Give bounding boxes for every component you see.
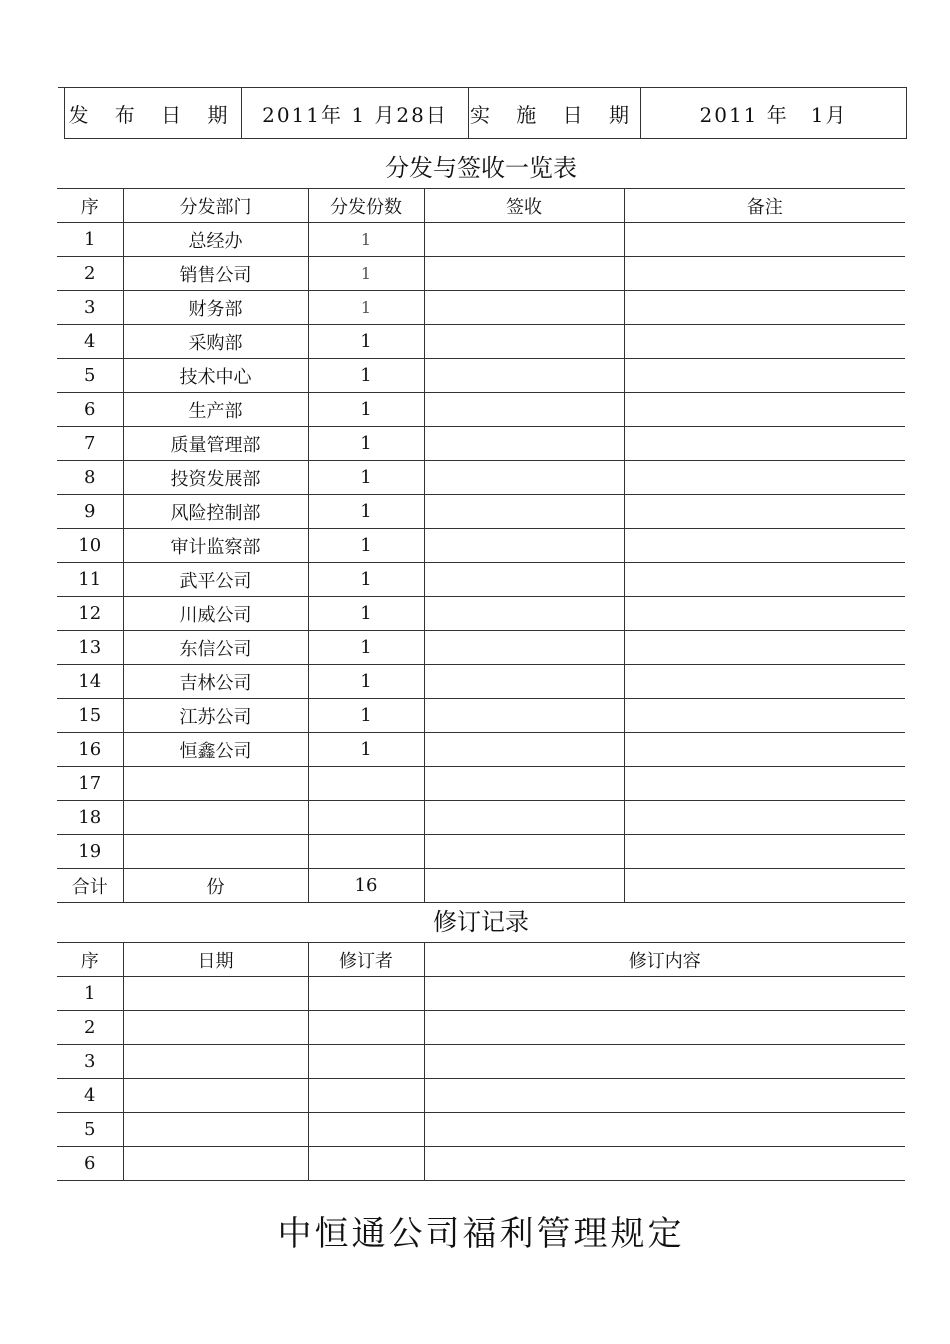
table-row — [57, 1147, 905, 1181]
row-copies: 1 — [308, 495, 424, 529]
row-date — [123, 1045, 308, 1079]
row-reviser — [308, 1011, 424, 1045]
row-signature — [424, 767, 624, 801]
row-content — [424, 1147, 905, 1181]
table-row — [57, 325, 905, 359]
column-header-dept: 分发部门 — [123, 189, 308, 223]
row-content — [424, 1113, 905, 1147]
row-number: 7 — [57, 427, 123, 461]
row-remarks — [624, 223, 905, 257]
row-date — [123, 1113, 308, 1147]
row-copies: 1 — [308, 631, 424, 665]
distribution-title: 分发与签收一览表 — [385, 154, 577, 182]
row-copies: 1 — [308, 325, 424, 359]
table-row — [57, 699, 905, 733]
row-department: 生产部 — [123, 393, 308, 427]
table-row — [57, 733, 905, 767]
row-department: 财务部 — [123, 291, 308, 325]
table-row — [57, 257, 905, 291]
row-department — [123, 801, 308, 835]
row-copies: 1 — [308, 699, 424, 733]
column-header-copies: 分发份数 — [308, 189, 424, 223]
row-copies: 1 — [308, 461, 424, 495]
table-row — [57, 291, 905, 325]
row-number: 1 — [57, 977, 123, 1011]
row-remarks — [624, 733, 905, 767]
table-row — [57, 495, 905, 529]
row-content — [424, 1011, 905, 1045]
row-remarks — [624, 393, 905, 427]
row-number: 2 — [57, 257, 123, 291]
table-row — [57, 223, 905, 257]
row-copies: 1 — [308, 257, 424, 291]
row-number: 5 — [57, 359, 123, 393]
row-remarks — [624, 427, 905, 461]
column-header-content: 修订内容 — [424, 943, 905, 977]
row-department: 投资发展部 — [123, 461, 308, 495]
table-row — [57, 427, 905, 461]
table-row — [57, 529, 905, 563]
row-remarks — [624, 597, 905, 631]
row-number: 18 — [57, 801, 123, 835]
column-header-no: 序 — [57, 189, 123, 223]
row-department: 川威公司 — [123, 597, 308, 631]
publish-date-value: 2011年 1 月28日 — [242, 88, 469, 139]
total-value: 16 — [308, 869, 424, 903]
total-remarks-cell — [624, 869, 905, 903]
row-department: 技术中心 — [123, 359, 308, 393]
table-row — [57, 359, 905, 393]
table-row — [57, 767, 905, 801]
distribution-header-row — [57, 189, 905, 223]
row-signature — [424, 223, 624, 257]
row-department: 采购部 — [123, 325, 308, 359]
row-copies: 1 — [308, 291, 424, 325]
row-department: 江苏公司 — [123, 699, 308, 733]
row-remarks — [624, 631, 905, 665]
row-department — [123, 767, 308, 801]
revision-title: 修订记录 — [433, 908, 529, 936]
row-copies — [308, 835, 424, 869]
row-number: 17 — [57, 767, 123, 801]
row-number: 3 — [57, 1045, 123, 1079]
total-signature-cell — [424, 869, 624, 903]
row-number: 15 — [57, 699, 123, 733]
row-signature — [424, 631, 624, 665]
row-signature — [424, 359, 624, 393]
row-remarks — [624, 495, 905, 529]
table-row — [57, 1011, 905, 1045]
row-signature — [424, 563, 624, 597]
row-number: 11 — [57, 563, 123, 597]
revision-table — [57, 942, 905, 1181]
row-department: 东信公司 — [123, 631, 308, 665]
row-copies: 1 — [308, 529, 424, 563]
row-signature — [424, 529, 624, 563]
row-copies: 1 — [308, 223, 424, 257]
document-title: 中恒通公司福利管理规定 — [277, 1214, 685, 1254]
row-number: 12 — [57, 597, 123, 631]
row-department: 总经办 — [123, 223, 308, 257]
row-copies: 1 — [308, 597, 424, 631]
row-reviser — [308, 1113, 424, 1147]
row-signature — [424, 393, 624, 427]
column-header-date: 日期 — [123, 943, 308, 977]
table-row — [57, 801, 905, 835]
row-remarks — [624, 835, 905, 869]
table-row — [57, 563, 905, 597]
row-signature — [424, 291, 624, 325]
row-remarks — [624, 665, 905, 699]
row-copies — [308, 767, 424, 801]
row-number: 9 — [57, 495, 123, 529]
row-copies: 1 — [308, 665, 424, 699]
row-remarks — [624, 529, 905, 563]
row-number: 14 — [57, 665, 123, 699]
row-remarks — [624, 563, 905, 597]
row-number: 6 — [57, 1147, 123, 1181]
row-copies: 1 — [308, 359, 424, 393]
row-copies: 1 — [308, 733, 424, 767]
row-department — [123, 835, 308, 869]
row-date — [123, 1147, 308, 1181]
row-number: 2 — [57, 1011, 123, 1045]
effective-date-label: 实 施 日 期 — [469, 88, 641, 139]
total-row — [57, 869, 905, 903]
row-number: 1 — [57, 223, 123, 257]
row-remarks — [624, 801, 905, 835]
row-content — [424, 977, 905, 1011]
row-department: 风险控制部 — [123, 495, 308, 529]
row-remarks — [624, 699, 905, 733]
row-remarks — [624, 359, 905, 393]
row-signature — [424, 835, 624, 869]
table-row — [57, 1079, 905, 1113]
column-header-reviser: 修订者 — [308, 943, 424, 977]
row-signature — [424, 495, 624, 529]
row-signature — [424, 733, 624, 767]
table-row — [57, 977, 905, 1011]
row-number: 16 — [57, 733, 123, 767]
row-department: 销售公司 — [123, 257, 308, 291]
row-department: 审计监察部 — [123, 529, 308, 563]
table-row — [57, 1045, 905, 1079]
column-header-remarks: 备注 — [624, 189, 905, 223]
row-number: 5 — [57, 1113, 123, 1147]
revision-header-row — [57, 943, 905, 977]
table-row — [57, 461, 905, 495]
row-number: 8 — [57, 461, 123, 495]
row-remarks — [624, 325, 905, 359]
row-signature — [424, 257, 624, 291]
total-unit: 份 — [123, 869, 308, 903]
row-number: 13 — [57, 631, 123, 665]
row-date — [123, 1011, 308, 1045]
row-number: 4 — [57, 325, 123, 359]
row-copies: 1 — [308, 427, 424, 461]
table-row — [57, 393, 905, 427]
row-number: 6 — [57, 393, 123, 427]
row-signature — [424, 427, 624, 461]
row-department: 恒鑫公司 — [123, 733, 308, 767]
row-content — [424, 1079, 905, 1113]
row-reviser — [308, 1045, 424, 1079]
publish-date-label: 发 布 日 期 — [65, 88, 242, 139]
table-row — [57, 1113, 905, 1147]
row-signature — [424, 325, 624, 359]
row-reviser — [308, 1079, 424, 1113]
row-number: 3 — [57, 291, 123, 325]
row-signature — [424, 597, 624, 631]
row-date — [123, 1079, 308, 1113]
row-number: 19 — [57, 835, 123, 869]
column-header-no: 序 — [57, 943, 123, 977]
table-row — [57, 597, 905, 631]
distribution-table — [57, 188, 905, 903]
row-number: 10 — [57, 529, 123, 563]
date-header-table — [64, 87, 907, 139]
row-copies: 1 — [308, 563, 424, 597]
row-copies: 1 — [308, 393, 424, 427]
row-department: 吉林公司 — [123, 665, 308, 699]
row-department: 武平公司 — [123, 563, 308, 597]
row-reviser — [308, 1147, 424, 1181]
row-reviser — [308, 977, 424, 1011]
effective-date-value: 2011 年 1月 — [641, 88, 907, 139]
row-remarks — [624, 291, 905, 325]
row-date — [123, 977, 308, 1011]
row-copies — [308, 801, 424, 835]
table-row — [57, 631, 905, 665]
row-number: 4 — [57, 1079, 123, 1113]
row-remarks — [624, 257, 905, 291]
row-signature — [424, 699, 624, 733]
table-row — [57, 835, 905, 869]
total-label: 合计 — [57, 869, 123, 903]
row-remarks — [624, 461, 905, 495]
row-department: 质量管理部 — [123, 427, 308, 461]
row-signature — [424, 461, 624, 495]
row-content — [424, 1045, 905, 1079]
column-header-signature: 签收 — [424, 189, 624, 223]
table-row — [57, 665, 905, 699]
row-remarks — [624, 767, 905, 801]
row-signature — [424, 801, 624, 835]
row-signature — [424, 665, 624, 699]
